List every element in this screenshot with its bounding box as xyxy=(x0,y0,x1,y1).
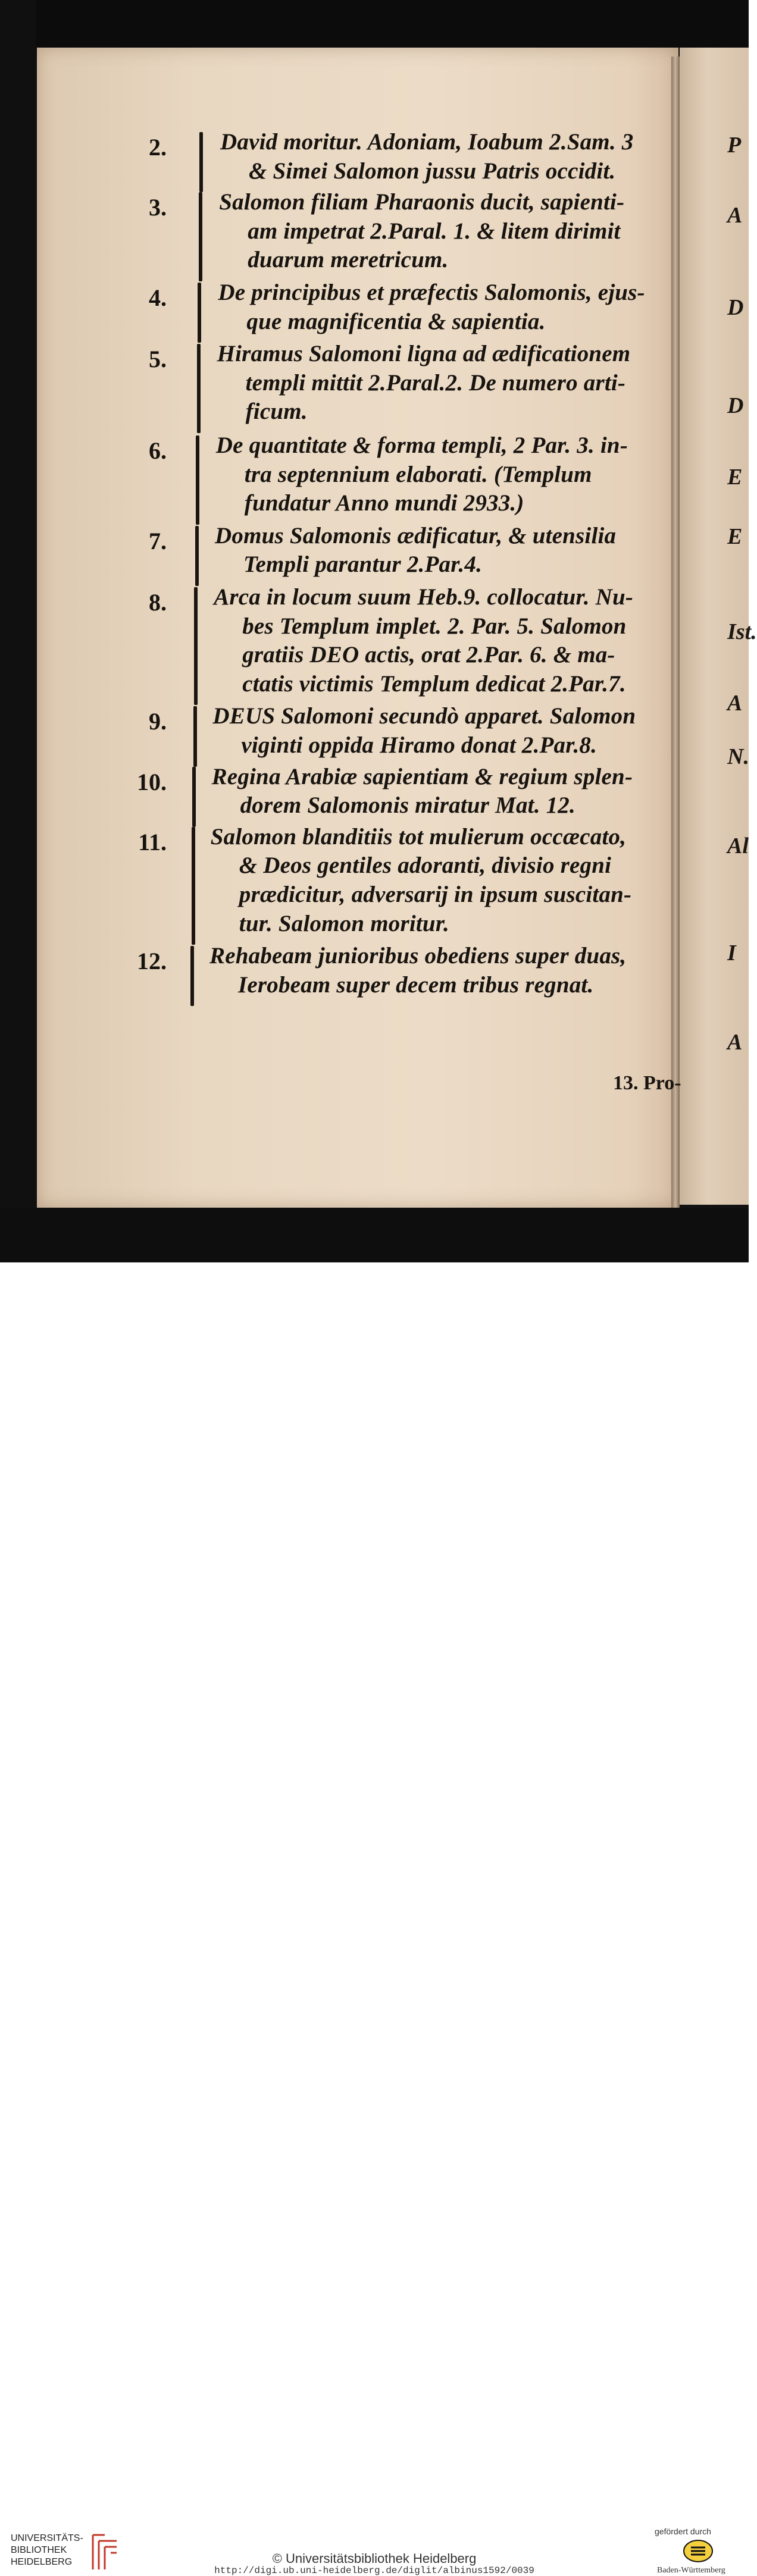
entry-line: Rehabeam junioribus obediens super duas, xyxy=(209,943,627,969)
entry-line: De quantitate & forma templi, 2 Par. 3. in- xyxy=(215,433,628,458)
copyright-text: © Universitätsbibliothek Heidelberg xyxy=(272,2551,477,2566)
entry-bracket-rule xyxy=(199,132,203,192)
entry-line: bes Templum implet. 2. Par. 5. Salomon xyxy=(242,613,627,639)
facing-page-letter: P xyxy=(727,133,742,158)
library-line: BIBLIOTHEK xyxy=(11,2545,67,2555)
facing-page-letter: A xyxy=(727,1030,743,1055)
permalink[interactable]: http://digi.ub.uni-heidelberg.de/diglit/albinus1592/0039 xyxy=(214,2565,534,2576)
scan-left-edge xyxy=(0,0,36,1262)
entry-line: ficum. xyxy=(245,399,308,425)
entry-number: 11. xyxy=(138,828,167,855)
entry-number: 6. xyxy=(149,437,167,464)
entry-line: & Deos gentiles adoranti, divisio regni xyxy=(239,853,612,879)
scan-area xyxy=(0,0,757,1262)
entry-number: 10. xyxy=(137,768,167,795)
funded-by-label: gefördert durch xyxy=(655,2527,711,2536)
entry-number: 3. xyxy=(149,194,167,221)
entry-bracket-rule xyxy=(197,344,201,433)
entry-line: & Simei Salomon jussu Patris occidit. xyxy=(249,158,616,184)
entry-number: 9. xyxy=(149,708,167,735)
facing-page-letter: D xyxy=(727,295,744,320)
entry-bracket-rule xyxy=(194,587,198,705)
entry-line: prædicitur, adversarij in ipsum suscitan- xyxy=(239,882,632,907)
entry-line: tra septennium elaborati. (Templum xyxy=(244,461,592,487)
state-emblem-icon xyxy=(681,2539,715,2564)
entry-line: viginti oppida Hiramo donat 2.Par.8. xyxy=(241,732,598,758)
entry-line: gratiis DEO actis, orat 2.Par. 6. & ma- xyxy=(242,642,615,668)
entry-number: 5. xyxy=(149,346,167,373)
entry-bracket-rule xyxy=(190,946,194,1006)
entry-number: 12. xyxy=(137,948,167,975)
entry-line: templi mittit 2.Paral.2. De numero arti- xyxy=(245,369,626,396)
facing-page-letter: A xyxy=(727,203,743,228)
entry-line: David moritur. Adoniam, Ioabum 2.Sam. 3 xyxy=(220,129,634,155)
library-line: UNIVERSITÄTS- xyxy=(11,2533,83,2543)
facing-page-letter: A xyxy=(727,691,743,716)
entry-line: Domus Salomonis ædificatur, & utensilia xyxy=(215,522,617,549)
entry-line: Templi parantur 2.Par.4. xyxy=(243,551,483,578)
entry-number: 4. xyxy=(149,284,167,311)
entry-line: ctatis victimis Templum dedicat 2.Par.7. xyxy=(242,670,626,697)
facing-page-letter: E xyxy=(727,465,743,490)
entry-line: Salomon filiam Pharaonis ducit, sapienti- xyxy=(219,189,625,215)
page-gutter xyxy=(671,57,680,1208)
entry-line: Arca in locum suum Heb.9. collocatur. Nu- xyxy=(214,584,634,610)
entry-number: 7. xyxy=(149,527,167,554)
scan-bottom-edge xyxy=(0,1208,749,1262)
entry-line: tur. Salomon moritur. xyxy=(239,910,449,936)
catchword: 13. Pro- xyxy=(613,1072,681,1094)
entry-line: Regina Arabiæ sapientiam & regium splen- xyxy=(211,763,633,789)
entry-bracket-rule xyxy=(199,192,202,281)
entry-line: Ierobeam super decem tribus regnat. xyxy=(238,972,594,998)
library-line: HEIDELBERG xyxy=(11,2557,73,2567)
entry-bracket-rule xyxy=(193,706,197,766)
entry-bracket-rule xyxy=(192,767,196,827)
facing-page-letter: I xyxy=(727,941,736,966)
entry-line: De principibus et præfectis Salomonis, ejus- xyxy=(218,280,645,305)
entry-line: duarum meretricum. xyxy=(248,247,449,273)
entry-line: fundatur Anno mundi 2933.) xyxy=(244,490,524,516)
entry-bracket-rule xyxy=(195,526,199,586)
viewer-footer xyxy=(0,1262,749,2576)
facing-page-letter: Ist. xyxy=(727,619,757,644)
facing-page-letter: N. xyxy=(727,744,749,769)
entry-line: Salomon blanditiis tot mulierum occæcato, xyxy=(210,823,627,850)
entry-number: 2. xyxy=(149,134,167,161)
entry-bracket-rule xyxy=(198,283,201,343)
entry-bracket-rule xyxy=(196,435,199,525)
entry-number: 8. xyxy=(149,589,167,616)
entry-line: que magnificentia & sapientia. xyxy=(246,308,546,334)
entry-line: DEUS Salomoni secundò apparet. Salomon xyxy=(212,703,636,729)
entry-line: am impetrat 2.Paral. 1. & litem dirimit xyxy=(248,218,621,244)
entry-line: dorem Salomonis miratur Mat. 12. xyxy=(240,792,575,819)
funder-name: Baden-Württemberg xyxy=(657,2566,725,2575)
facing-page-letter: Al xyxy=(727,833,749,858)
entry-line: Hiramus Salomoni ligna ad ædificationem xyxy=(217,341,631,367)
facing-page-letter: D xyxy=(727,393,744,418)
entry-bracket-rule xyxy=(192,827,195,945)
facing-page-letter: E xyxy=(727,524,743,549)
